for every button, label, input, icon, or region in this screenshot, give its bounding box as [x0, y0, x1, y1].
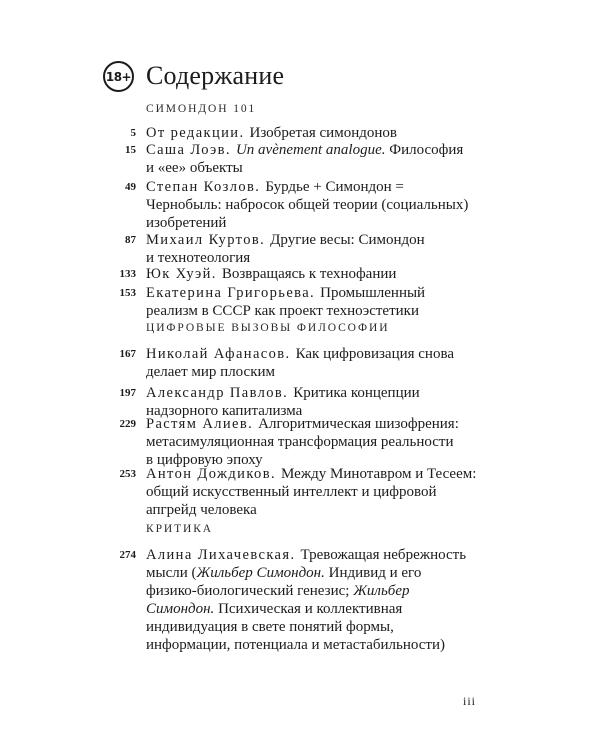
toc-entry-line: [146, 345, 454, 363]
toc-entry-text: Психическая и коллективная: [214, 601, 403, 617]
toc-entry-text: реализм в СССР как проект техноэстетики: [146, 303, 419, 319]
toc-entry-text: и технотеология: [146, 250, 251, 266]
toc-page-number: 274: [119, 549, 136, 561]
toc-entry-author: Николай Афанасов.: [146, 346, 296, 362]
toc-entry-text: индивидуация в свете понятий формы,: [146, 619, 394, 635]
toc-entry-line: [146, 214, 226, 232]
toc-entry-author: Антон Дождиков.: [146, 466, 282, 482]
toc-entry-line: [146, 600, 402, 618]
toc-entry-line: [146, 501, 257, 519]
toc-entry-text: метасимуляционная трансформация реальности: [146, 434, 454, 450]
toc-entry-text: Философия: [385, 142, 464, 158]
toc-entry-line: [146, 363, 275, 381]
toc-entry-author: Растям Алиев.: [146, 416, 259, 432]
toc-entry-author: Алина Лихачевская.: [146, 547, 301, 563]
toc-entry-line: [146, 284, 425, 302]
toc-entry-line: [146, 265, 396, 283]
toc-page-number: 5: [130, 127, 136, 139]
toc-entry-text: мысли (: [146, 565, 197, 581]
toc-entry-text: информации, потенциала и метастабильности): [146, 637, 445, 653]
section-heading: КРИТИКА: [146, 523, 213, 535]
toc-entry-text: делает мир плоским: [146, 364, 276, 380]
toc-page-number: 167: [119, 348, 136, 360]
toc-page-number: 197: [119, 387, 136, 399]
toc-entry-line: [146, 141, 463, 159]
toc-entry-text: Симондон.: [146, 601, 215, 617]
toc-entry-text: физико-биологический генезис;: [146, 583, 354, 599]
toc-page-number: 15: [125, 144, 136, 156]
toc-entry-text: Чернобыль: набросок общей теории (социальных): [146, 197, 469, 213]
toc-entry-text: Алгоритмическая шизофрения:: [258, 416, 459, 432]
toc-entry-text: апгрейд человека: [146, 502, 257, 518]
toc-entry-line: [146, 483, 437, 501]
toc-entry-line: [146, 636, 445, 654]
toc-entry-line: [146, 159, 243, 177]
toc-entry-text: Тревожащая небрежность: [300, 547, 467, 563]
toc-entry-author: Михаил Куртов.: [146, 232, 271, 248]
page-title: Содержание: [146, 61, 285, 90]
toc-page-number: 253: [119, 468, 136, 480]
age-rating-badge: 18+: [103, 61, 134, 92]
toc-entry-text: Возвращаясь к технофании: [221, 266, 397, 282]
toc-entry-line: [146, 178, 404, 196]
toc-entry-text: Как цифровизация снова: [295, 346, 454, 362]
toc-entry-line: [146, 564, 421, 582]
page-number: iii: [463, 694, 477, 708]
toc-entry-text: Изобретая симондонов: [249, 125, 397, 141]
toc-entry-text: изобретений: [146, 215, 227, 231]
toc-entry-author: Степан Козлов.: [146, 179, 266, 195]
toc-entry-line: [146, 618, 394, 636]
toc-entry-line: [146, 433, 453, 451]
toc-entry-text: в цифровую эпоху: [146, 452, 263, 468]
toc-page-number: 87: [125, 234, 136, 246]
toc-entry-text: Индивид и его: [324, 565, 422, 581]
toc-entry-text: общий искусственный интеллект и цифровой: [146, 484, 437, 500]
toc-entry-line: [146, 582, 410, 600]
toc-entry-line: [146, 546, 466, 564]
toc-entry-author: Саша Лоэв.: [146, 142, 236, 158]
toc-entry-author: Екатерина Григорьева.: [146, 285, 321, 301]
toc-page-number: 49: [125, 181, 136, 193]
toc-entry-line: [146, 465, 476, 483]
toc-entry-text: Между Минотавром и Тесеем:: [281, 466, 477, 482]
toc-entry-author: Юк Хуэй.: [146, 266, 222, 282]
toc-entry-line: [146, 415, 459, 433]
section-heading: ЦИФРОВЫЕ ВЫЗОВЫ ФИЛОСОФИИ: [146, 322, 390, 334]
toc-entry-author: Александр Павлов.: [146, 385, 294, 401]
toc-entry-line: [146, 196, 468, 214]
toc-page-number: 153: [119, 287, 136, 299]
toc-entry-line: [146, 124, 397, 142]
toc-entry-line: [146, 231, 425, 249]
toc-entry-text: и «ее» объекты: [146, 160, 243, 176]
toc-entry-text: Промышленный: [320, 285, 426, 301]
section-heading: СИМОНДОН 101: [146, 103, 257, 115]
toc-entry-text: Другие весы: Симондон: [270, 232, 425, 248]
toc-entry-text: Жильбер Симондон.: [196, 565, 325, 581]
toc-entry-line: [146, 302, 419, 320]
toc-entry-text: Бурдье + Симондон =: [265, 179, 404, 195]
toc-page-number: 133: [119, 268, 136, 280]
toc-entry-author: От редакции.: [146, 125, 250, 141]
toc-entry-text: Жильбер: [353, 583, 410, 599]
toc-entry-line: [146, 384, 420, 402]
toc-page-number: 229: [119, 418, 136, 430]
toc-entry-text: Un avènement analogue.: [235, 142, 386, 158]
toc-entry-text: надзорного капитализма: [146, 403, 303, 419]
toc-entry-text: Критика концепции: [293, 385, 420, 401]
